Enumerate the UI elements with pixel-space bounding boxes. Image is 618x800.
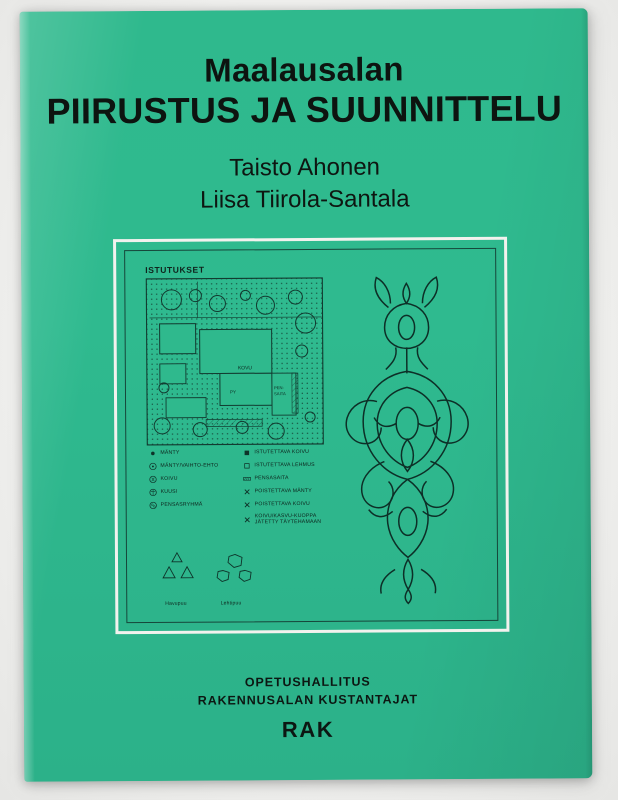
illustration-inner-border: [124, 248, 498, 623]
svg-text:SAITA: SAITA: [273, 391, 286, 397]
publisher-line-2: RAKENNUSALAN KUSTANTAJAT: [197, 692, 418, 708]
book-cover: [20, 8, 593, 781]
legend-item: [149, 485, 235, 499]
title-block: [20, 50, 589, 217]
legend-column-right: [242, 446, 328, 529]
legend-circle-s-icon: [149, 488, 158, 497]
tree-symbol-samples: [157, 550, 317, 607]
book-title-line2: PIIRUSTUS JA SUUNNITTELU: [46, 87, 563, 132]
legend-circle-p-icon: [149, 501, 158, 510]
legend-item: [243, 511, 329, 529]
plan-svg: [145, 277, 336, 458]
legend-label: MÄNTY/VAIHTO-EHTO: [160, 462, 219, 469]
plan-legend: [148, 446, 328, 529]
author-1: Taisto Ahonen: [229, 153, 381, 182]
svg-text:PY: PY: [229, 389, 237, 395]
legend-label: ISTUTETTAVA LEHMUS: [254, 461, 315, 469]
legend-item: [148, 446, 234, 460]
legend-square-open-icon: [242, 461, 251, 470]
tree-caption-deciduous: Lehtipuu: [220, 600, 242, 607]
publisher-block: [24, 671, 592, 745]
legend-item: [149, 498, 235, 512]
legend-label: PENSASAITA: [254, 474, 289, 482]
legend-label: POISTETTAVA KOIVU: [254, 500, 310, 508]
legend-item: [148, 459, 234, 473]
legend-item: [243, 498, 329, 512]
legend-label: MÄNTY: [160, 449, 180, 456]
legend-label: POISTETTAVA MÄNTY: [254, 487, 312, 495]
legend-x-icon: [243, 515, 252, 524]
legend-label: ISTUTETTAVA KOIVU: [254, 448, 310, 456]
tree-samples-svg: [157, 550, 317, 597]
tree-caption-conifer: Havupuu: [165, 600, 187, 607]
legend-circle-k-icon: [148, 475, 157, 484]
publisher-line-1: OPETUSHALLITUS: [244, 674, 371, 690]
legend-x-icon: [243, 487, 252, 496]
legend-hatch-icon: [242, 474, 251, 483]
author-list: [21, 150, 589, 217]
legend-item: [148, 472, 234, 486]
legend-label: KUUSI: [160, 488, 178, 495]
author-2: Liisa Tiirola-Santala: [200, 184, 410, 214]
legend-label: KOIVU: [160, 475, 178, 482]
legend-dot-icon: [148, 449, 157, 458]
plan-title: ISTUTUKSET: [145, 264, 205, 275]
decorative-ornament: [331, 275, 483, 606]
legend-x-icon: [243, 500, 252, 509]
legend-label: KOIVU/KASVU-KUOPPA JÄTETTY TÄYTEHAMAAN: [254, 512, 322, 525]
svg-text:PEN-: PEN-: [273, 385, 284, 391]
legend-item: [242, 459, 328, 473]
legend-item: [242, 472, 328, 486]
legend-item: [242, 446, 328, 460]
ornament-svg: [331, 275, 483, 606]
book-title-line1: Maalausalan: [204, 50, 404, 89]
legend-square-icon: [242, 448, 251, 457]
legend-item: [243, 485, 329, 499]
legend-column-left: [148, 446, 234, 529]
svg-text:KOVU: KOVU: [237, 365, 253, 372]
legend-circle-m-icon: [148, 462, 157, 471]
publisher-logo: RAK: [281, 717, 335, 743]
legend-label: PENSASRYHMÄ: [160, 501, 203, 508]
illustration-frame: [113, 237, 509, 634]
